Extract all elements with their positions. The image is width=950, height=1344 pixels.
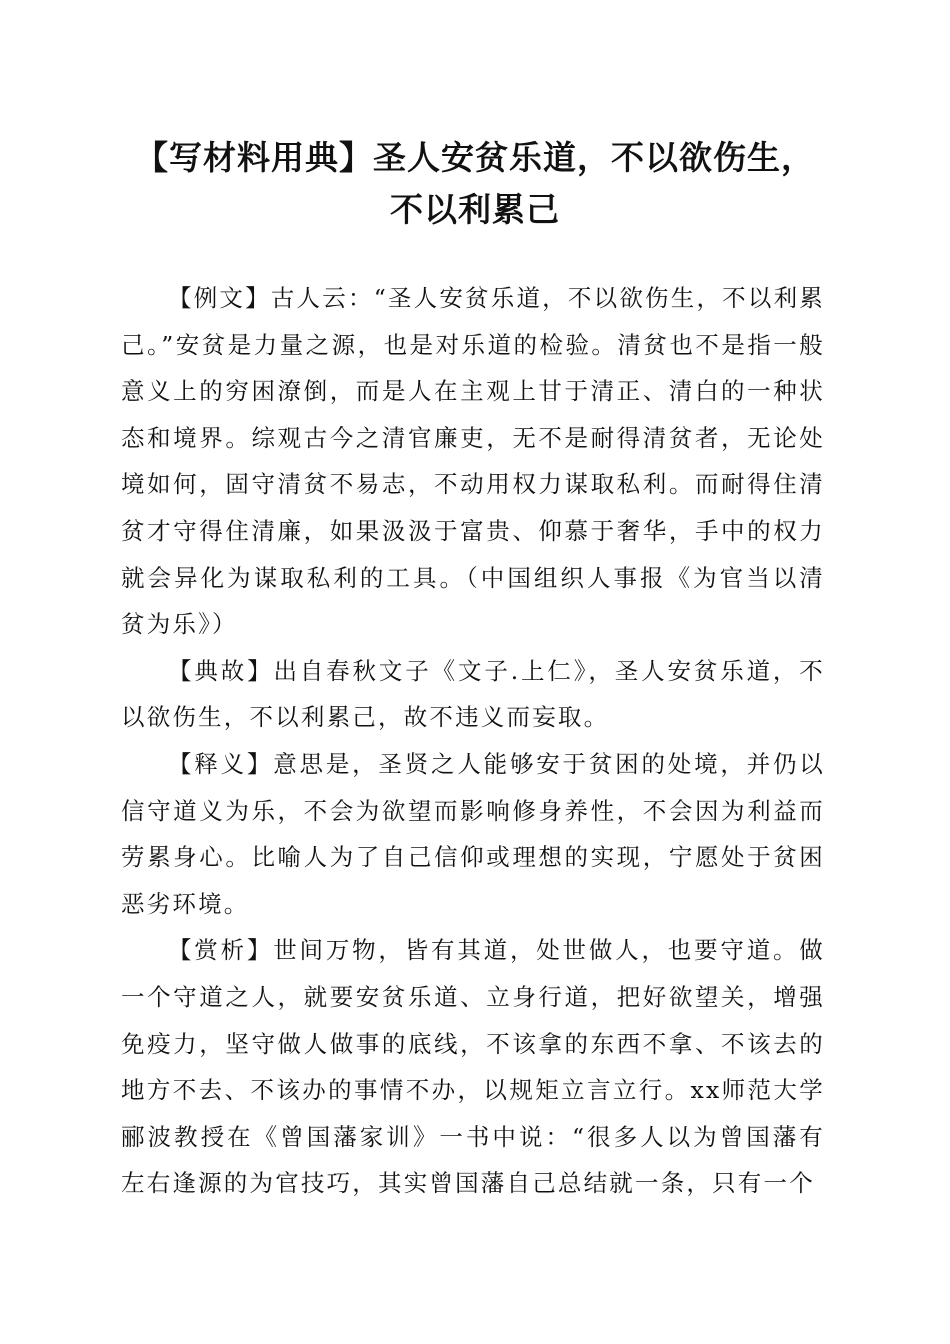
title-line-2: 不以利累己	[390, 190, 560, 229]
title-line-1: 【写材料用典】圣人安贫乐道，不以欲伤生，	[135, 138, 815, 177]
paragraph-allusion: 【典故】出自春秋文子《文子.上仁》，圣人安贫乐道，不以欲伤生，不以利累己，故不违义而妄取。	[121, 656, 825, 732]
document-title	[100, 132, 850, 236]
paragraph-example: 【例文】古人云：“圣人安贫乐道，不以欲伤生，不以利累己。”安贫是力量之源，也是对乐道的检验。清贫也不是指一般意义上的穷困潦倒，而是人在主观上甘于清正、清白的一种状态和境界。综观古今之清官廉吏，无不是耐得清贫者，无论处境如何，固守清贫不易志，不动用权力谋取私利。而耐得住清贫才守得住清廉，如果汲汲于富贵、仰慕于奢华，手中的权力就会异化为谋取私利的工具。（中国组织人事报《为官当以清贫为乐》）	[121, 284, 825, 639]
paragraph-appreciation: 【赏析】世间万物，皆有其道，处世做人，也要守道。做一个守道之人，就要安贫乐道、立身行道，把好欲望关，增强免疫力，坚守做人做事的底线，不该拿的东西不拿、不该去的地方不去、不该办的事情不办，以规矩立言立行。xx师范大学郦波教授在《曾国藩家训》一书中说：“很多人以为曾国藩有左右逢源的为官技巧，其实曾国藩自己总结就一条，只有一个	[121, 936, 825, 1198]
document-body	[121, 275, 825, 1207]
paragraph-explanation: 【释义】意思是，圣贤之人能够安于贫困的处境，并仍以信守道义为乐，不会为欲望而影响修身养性，不会因为利益而劳累身心。比喻人为了自己信仰或理想的实现，宁愿处于贫困恶劣环境。	[121, 749, 825, 918]
